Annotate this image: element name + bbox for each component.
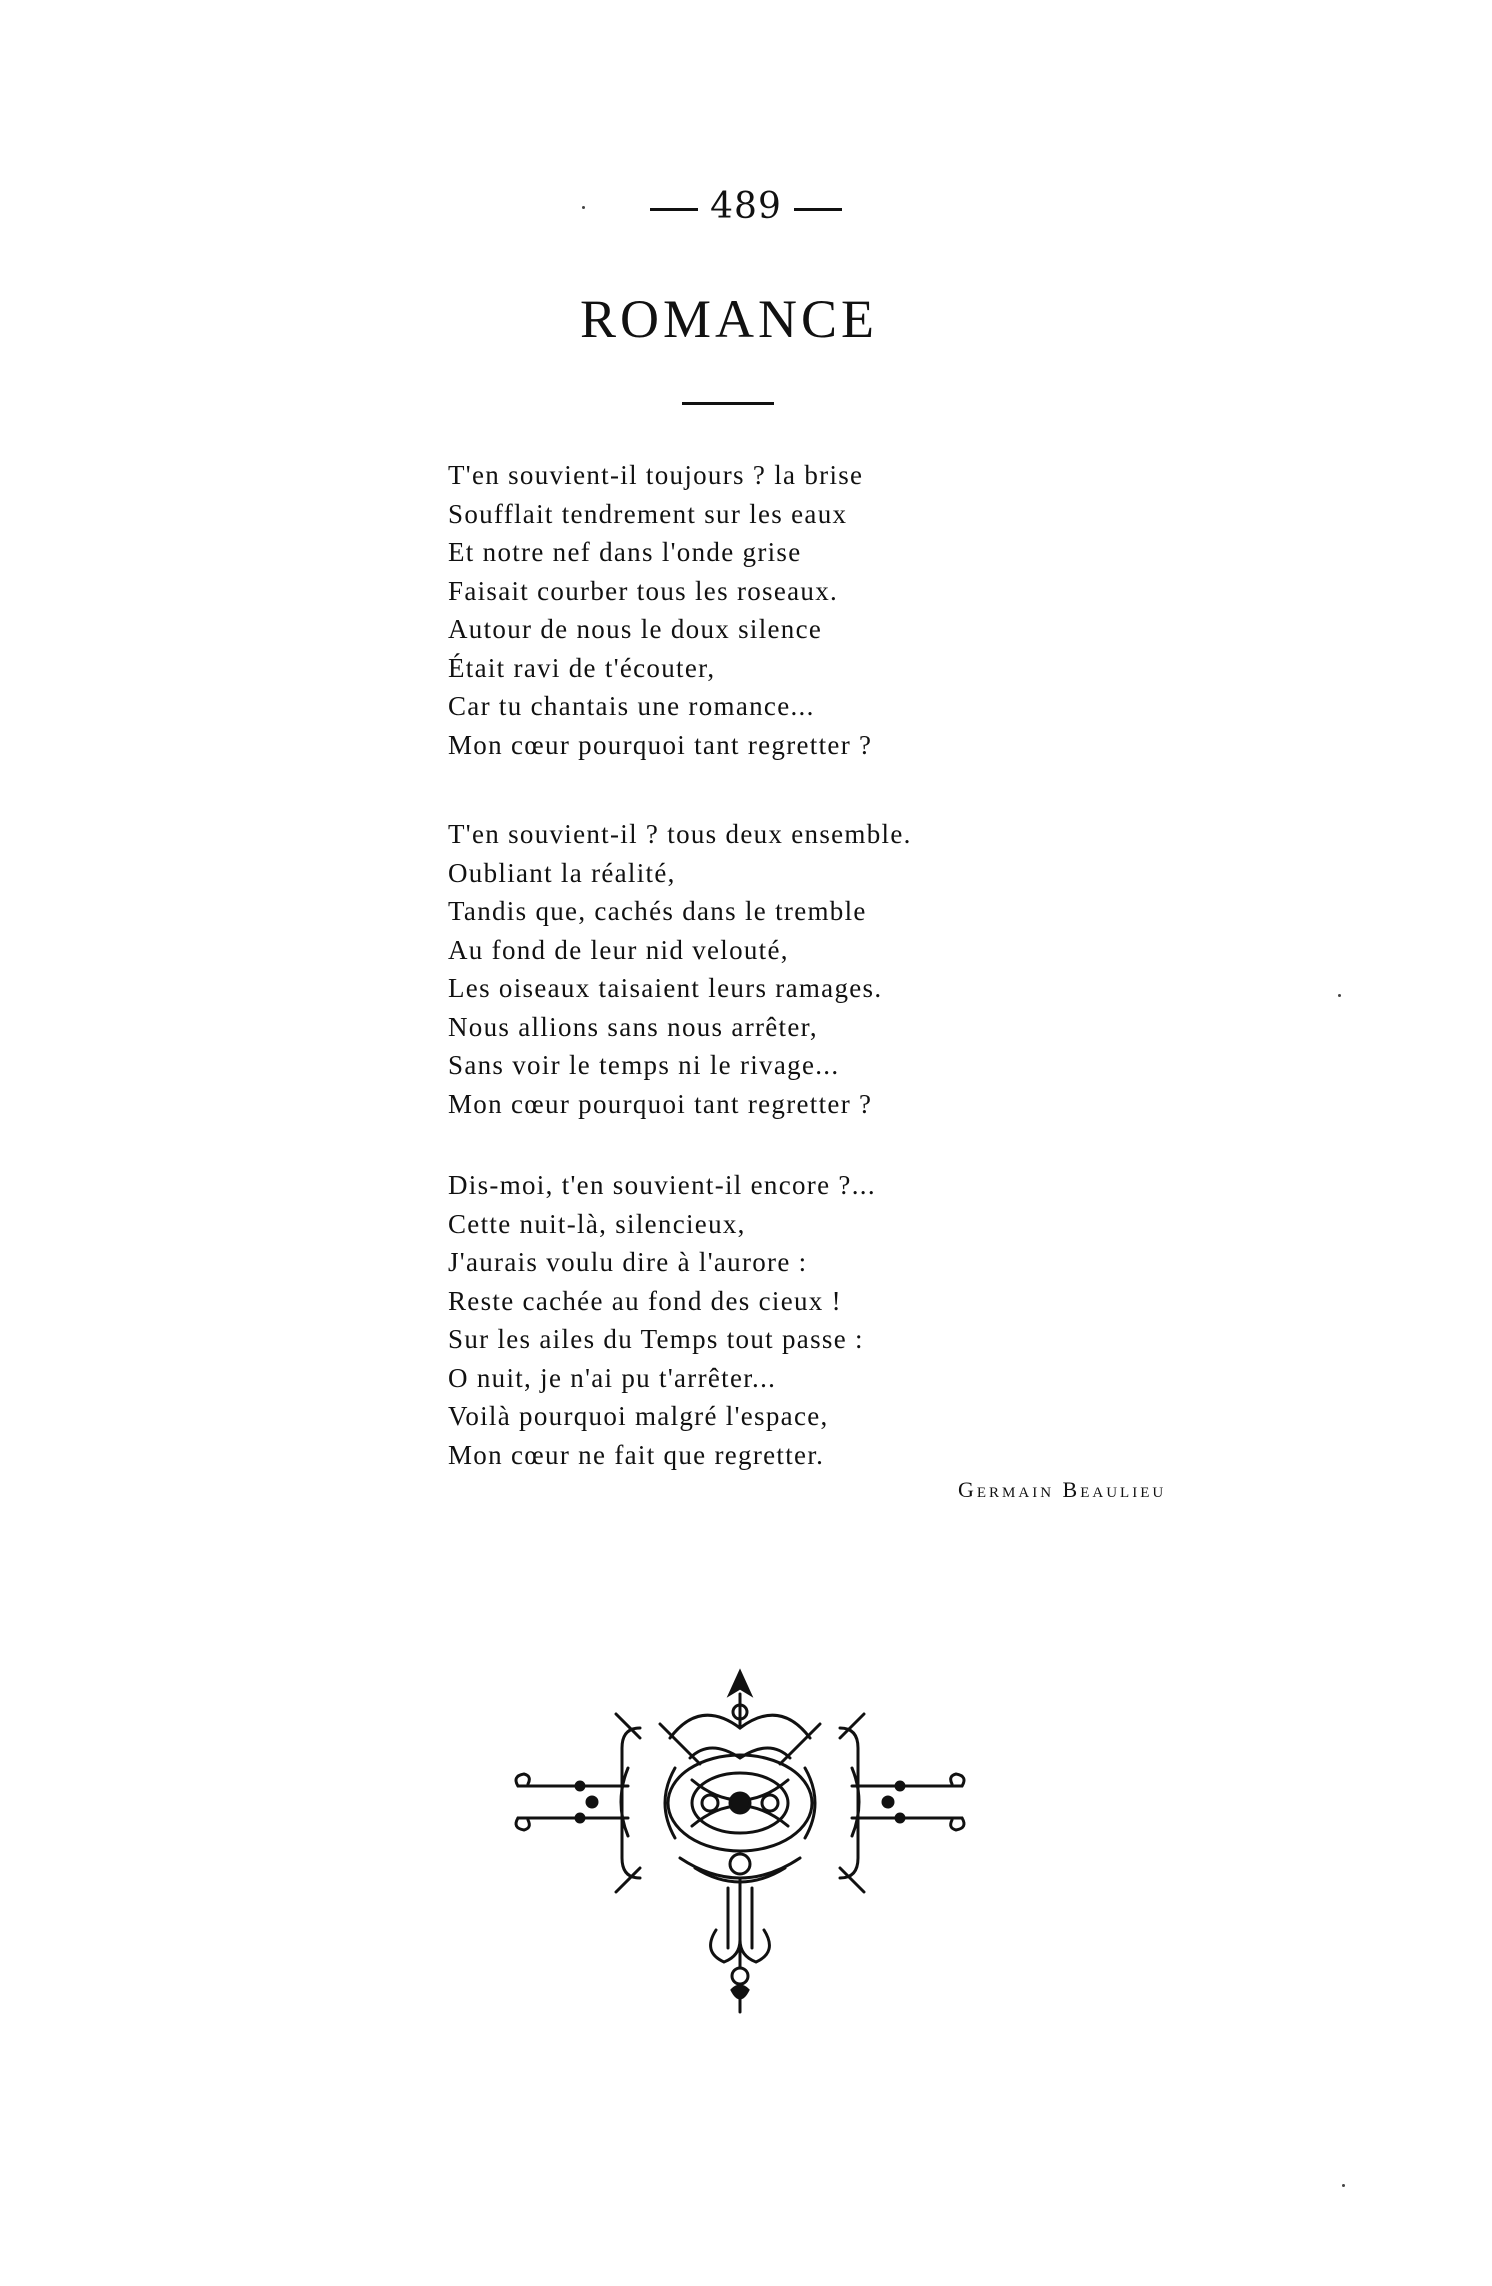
- poem-line: Et notre nef dans l'onde grise: [448, 537, 802, 567]
- margin-speck: [1342, 2184, 1345, 2187]
- poem-line: Les oiseaux taisaient leurs ramages.: [448, 973, 883, 1003]
- poem-title: ROMANCE: [579, 289, 879, 349]
- page-number: [0, 186, 1492, 227]
- poem-line: Mon cœur ne fait que regretter.: [448, 1439, 825, 1470]
- poem-line: Oubliant la réalité,: [448, 857, 676, 888]
- page-number-dash-left: [650, 208, 698, 211]
- poem-line: Au fond de leur nid velouté,: [448, 934, 789, 965]
- poem-line: Sans voir le temps ni le rivage...: [448, 1050, 840, 1080]
- title-rule: [682, 402, 774, 405]
- poem-line: Tandis que, cachés dans le tremble: [448, 896, 867, 926]
- ornament-vignette-icon: [510, 1668, 970, 2018]
- poem-line: T'en souvient-il toujours ? la brise: [448, 460, 864, 490]
- poem-line: Dis-moi, t'en souvient-il encore ?...: [448, 1170, 876, 1200]
- poem-line: Cette nuit-là, silencieux,: [448, 1208, 746, 1239]
- author-signature: Germain Beaulieu: [958, 1477, 1167, 1502]
- poem-line: Sur les ailes du Temps tout passe :: [448, 1324, 864, 1354]
- stanza-2: [448, 815, 1048, 1123]
- poem-line: Voilà pourquoi malgré l'espace,: [448, 1401, 829, 1431]
- stanza-3: [448, 1166, 1048, 1474]
- poem-line: Car tu chantais une romance...: [448, 691, 815, 721]
- poem-line: Reste cachée au fond des cieux !: [448, 1285, 842, 1316]
- page-number-dash-right: [794, 208, 842, 211]
- poem-line: Mon cœur pourquoi tant regretter ?: [448, 729, 873, 760]
- poem-line: O nuit, je n'ai pu t'arrêter...: [448, 1362, 777, 1393]
- poem-line: Mon cœur pourquoi tant regretter ?: [448, 1088, 873, 1119]
- poem-line: Soufflait tendrement sur les eaux: [448, 498, 848, 529]
- stanza-1: [448, 456, 1048, 764]
- poem-line: T'en souvient-il ? tous deux ensemble.: [448, 819, 912, 849]
- poem-line: J'aurais voulu dire à l'aurore :: [448, 1247, 808, 1277]
- poem-line: Faisait courber tous les roseaux.: [448, 575, 839, 606]
- poem-line: Était ravi de t'écouter,: [448, 652, 716, 683]
- poem-line: Autour de nous le doux silence: [448, 614, 823, 644]
- margin-speck: [582, 206, 585, 209]
- margin-speck: [1338, 994, 1341, 997]
- poem-line: Nous allions sans nous arrêter,: [448, 1011, 818, 1042]
- page-number-text: 489: [710, 186, 782, 227]
